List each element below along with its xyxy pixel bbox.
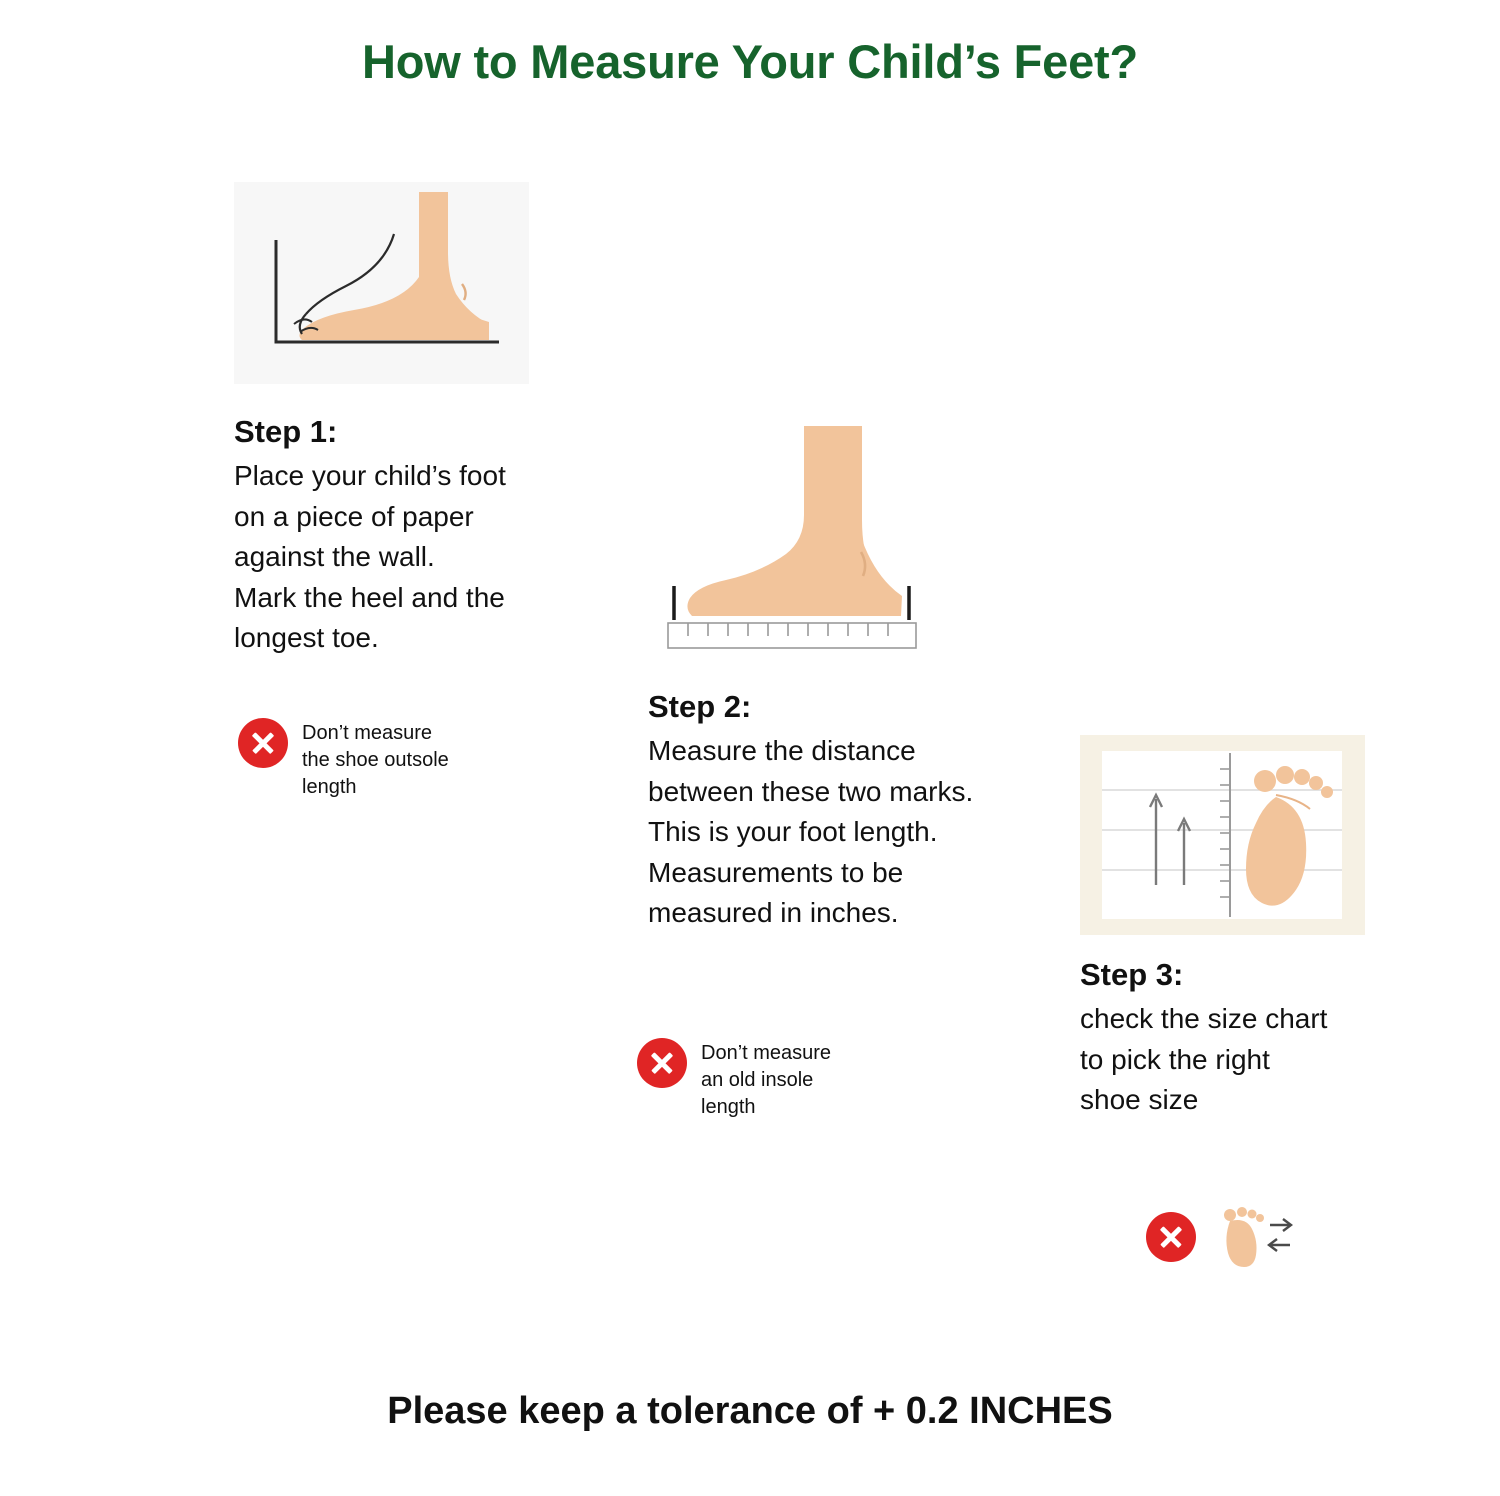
step-1-text [234,414,564,659]
step-2-line-3: This is your foot length. [648,816,938,848]
step-1-warning-line-2: the shoe outsole [302,749,449,771]
page-title: How to Measure Your Child’s Feet? [362,35,1138,88]
step-1-line-1: Place your child’s foot [234,460,506,491]
step-1-block [234,182,564,659]
step-1-warning [238,718,538,801]
step-2-line-5: measured in inches. [648,897,899,929]
step-2-line-4: Measurements to be [648,856,904,888]
step-2-warning-line-2: an old insole [701,1069,814,1091]
cross-icon [238,718,288,768]
step-2-block [648,420,1078,934]
step-2-warning-line-1: Don’t measure [701,1042,832,1064]
step-2-line-1: Measure the distance [648,735,916,766]
foot-with-arrows-icon [1210,1205,1300,1269]
step-3-warning [1146,1205,1396,1269]
cross-icon [637,1038,687,1088]
step-1-warning-line-3: length [302,776,357,798]
step-1-warning-line-1: Don’t measure [302,722,433,744]
tolerance-note: Please keep a tolerance of + 0.2 INCHES [387,1390,1113,1432]
step-3-block [1080,735,1410,1121]
step-3-line-2: to pick the right [1080,1043,1270,1075]
footprint-on-paper-illustration [1080,735,1365,935]
step-3-text [1080,957,1410,1121]
step-2-heading: Step 2: [648,689,752,724]
step-2-warning [637,1038,937,1121]
foot-against-wall-illustration [234,182,529,384]
step-1-line-5: longest toe. [234,622,379,654]
step-1-line-4: Mark the heel and the [234,581,505,613]
step-1-line-2: on a piece of paper [234,500,474,532]
step-1-heading: Step 1: [234,414,338,449]
step-2-warning-line-3: length [701,1096,756,1118]
step-1-line-3: against the wall. [234,541,435,573]
step-3-heading: Step 3: [1080,957,1184,992]
foot-on-ruler-illustration [656,420,956,665]
step-2-line-2: between these two marks. [648,775,974,807]
step-2-text [648,689,1078,934]
step-3-line-1: check the size chart [1080,1003,1328,1034]
step-3-line-3: shoe size [1080,1084,1199,1116]
cross-icon [1146,1212,1196,1262]
